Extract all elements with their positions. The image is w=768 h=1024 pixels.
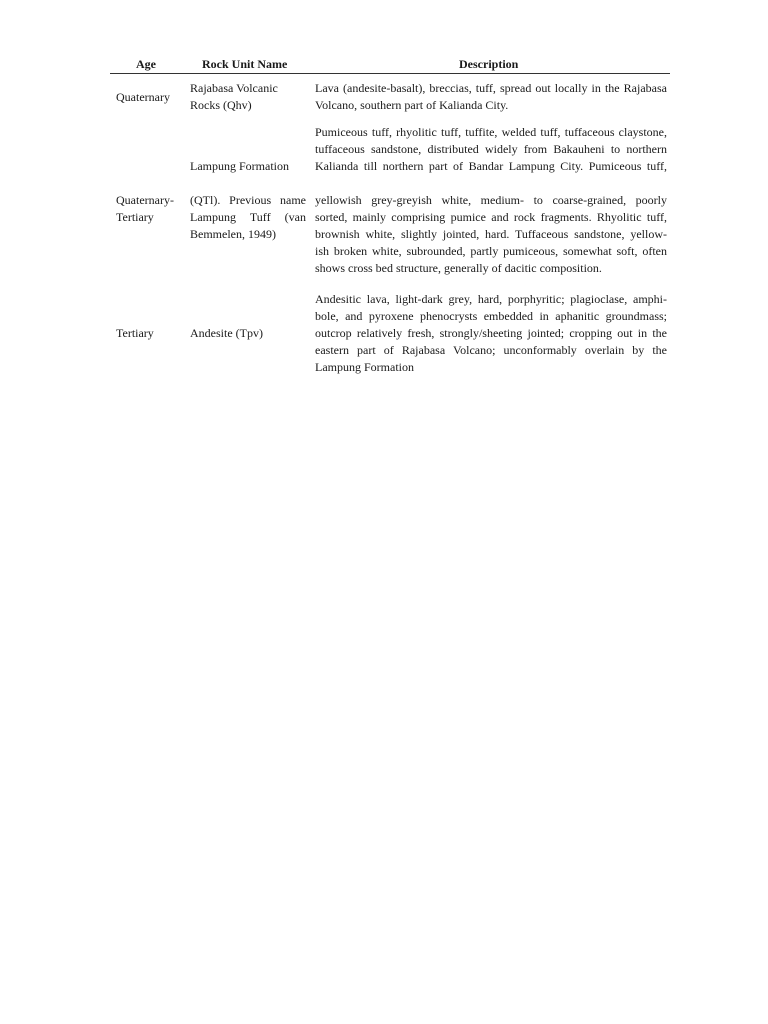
- header-rock-unit-name: Rock Unit Name: [202, 57, 288, 71]
- row-2-age: [116, 192, 186, 226]
- row-1-age: [116, 89, 186, 106]
- row-2-description-cont: [315, 192, 667, 277]
- row-2-description-line: shows cross bed structure, generally of dacitic composition.: [315, 261, 602, 275]
- row-2-rock-unit-note: [190, 192, 306, 243]
- row-3-description-line: eastern part of Rajabasa Volcano; unconformably overlain by the: [315, 343, 667, 357]
- row-3-description: [315, 291, 667, 376]
- row-3-description-line: Lampung Formation: [315, 360, 414, 374]
- row-2-description-line: ish broken white, subrounded, partly pumiceous, somewhat soft, often: [315, 244, 667, 258]
- row-2-rock-unit-line: Lampung Tuff (van: [190, 210, 306, 224]
- row-3-rock-unit-line: Andesite (Tpv): [190, 326, 263, 340]
- row-2-description-line: sorted, mainly comprising pumice and rock fragments. Rhyolitic tuff,: [315, 210, 667, 224]
- row-3-description-line: Andesitic lava, light-dark grey, hard, porphyritic; plagioclase, amphi-: [315, 292, 667, 306]
- row-2-age-line: Quaternary-: [116, 193, 174, 207]
- header-description: Description: [459, 57, 519, 71]
- header-age: Age: [136, 57, 156, 71]
- row-2-description-line: yellowish grey-greyish white, medium- to coarse-grained, poorly: [315, 193, 667, 207]
- row-2-rock-unit-line: (QTl). Previous name: [190, 193, 306, 207]
- row-1-description: [315, 80, 667, 114]
- row-2-rock-unit-name: [190, 158, 308, 175]
- row-2-age-line: Tertiary: [116, 210, 154, 224]
- row-3-description-line: outcrop relatively fresh, strongly/sheeting jointed; cropping out in the: [315, 326, 667, 340]
- header-rule: [110, 73, 670, 74]
- row-2-rock-unit-line: Bemmelen, 1949): [190, 227, 276, 241]
- row-2-description-line: Kalianda till northern part of Bandar Lampung City. Pumiceous tuff,: [315, 159, 667, 173]
- row-3-age: [116, 325, 186, 342]
- row-1-description-line: Lava (andesite-basalt), breccias, tuff, spread out locally in the Rajabasa: [315, 81, 667, 95]
- row-2-description-line: brownish white, slightly jointed, hard. Tuffaceous sandstone, yellow-: [315, 227, 667, 241]
- row-2-rock-unit-line: Lampung Formation: [190, 159, 289, 173]
- row-1-rock-unit-line: Rocks (Qhv): [190, 98, 252, 112]
- row-3-description-line: bole, and pyroxene phenocrysts embedded in aphanitic groundmass;: [315, 309, 667, 323]
- row-1-rock-unit: [190, 80, 308, 114]
- row-1-rock-unit-line: Rajabasa Volcanic: [190, 81, 278, 95]
- row-2-description-line: Pumiceous tuff, rhyolitic tuff, tuffite, welded tuff, tuffaceous claystone,: [315, 125, 667, 139]
- row-2-description-line: tuffaceous sandstone, distributed widely from Bakauheni to northern: [315, 142, 667, 156]
- row-3-rock-unit: [190, 325, 308, 342]
- row-1-description-line: Volcano, southern part of Kalianda City.: [315, 98, 509, 112]
- row-1-age-line: Quaternary: [116, 90, 170, 104]
- row-2-description: [315, 124, 667, 175]
- row-3-age-line: Tertiary: [116, 326, 154, 340]
